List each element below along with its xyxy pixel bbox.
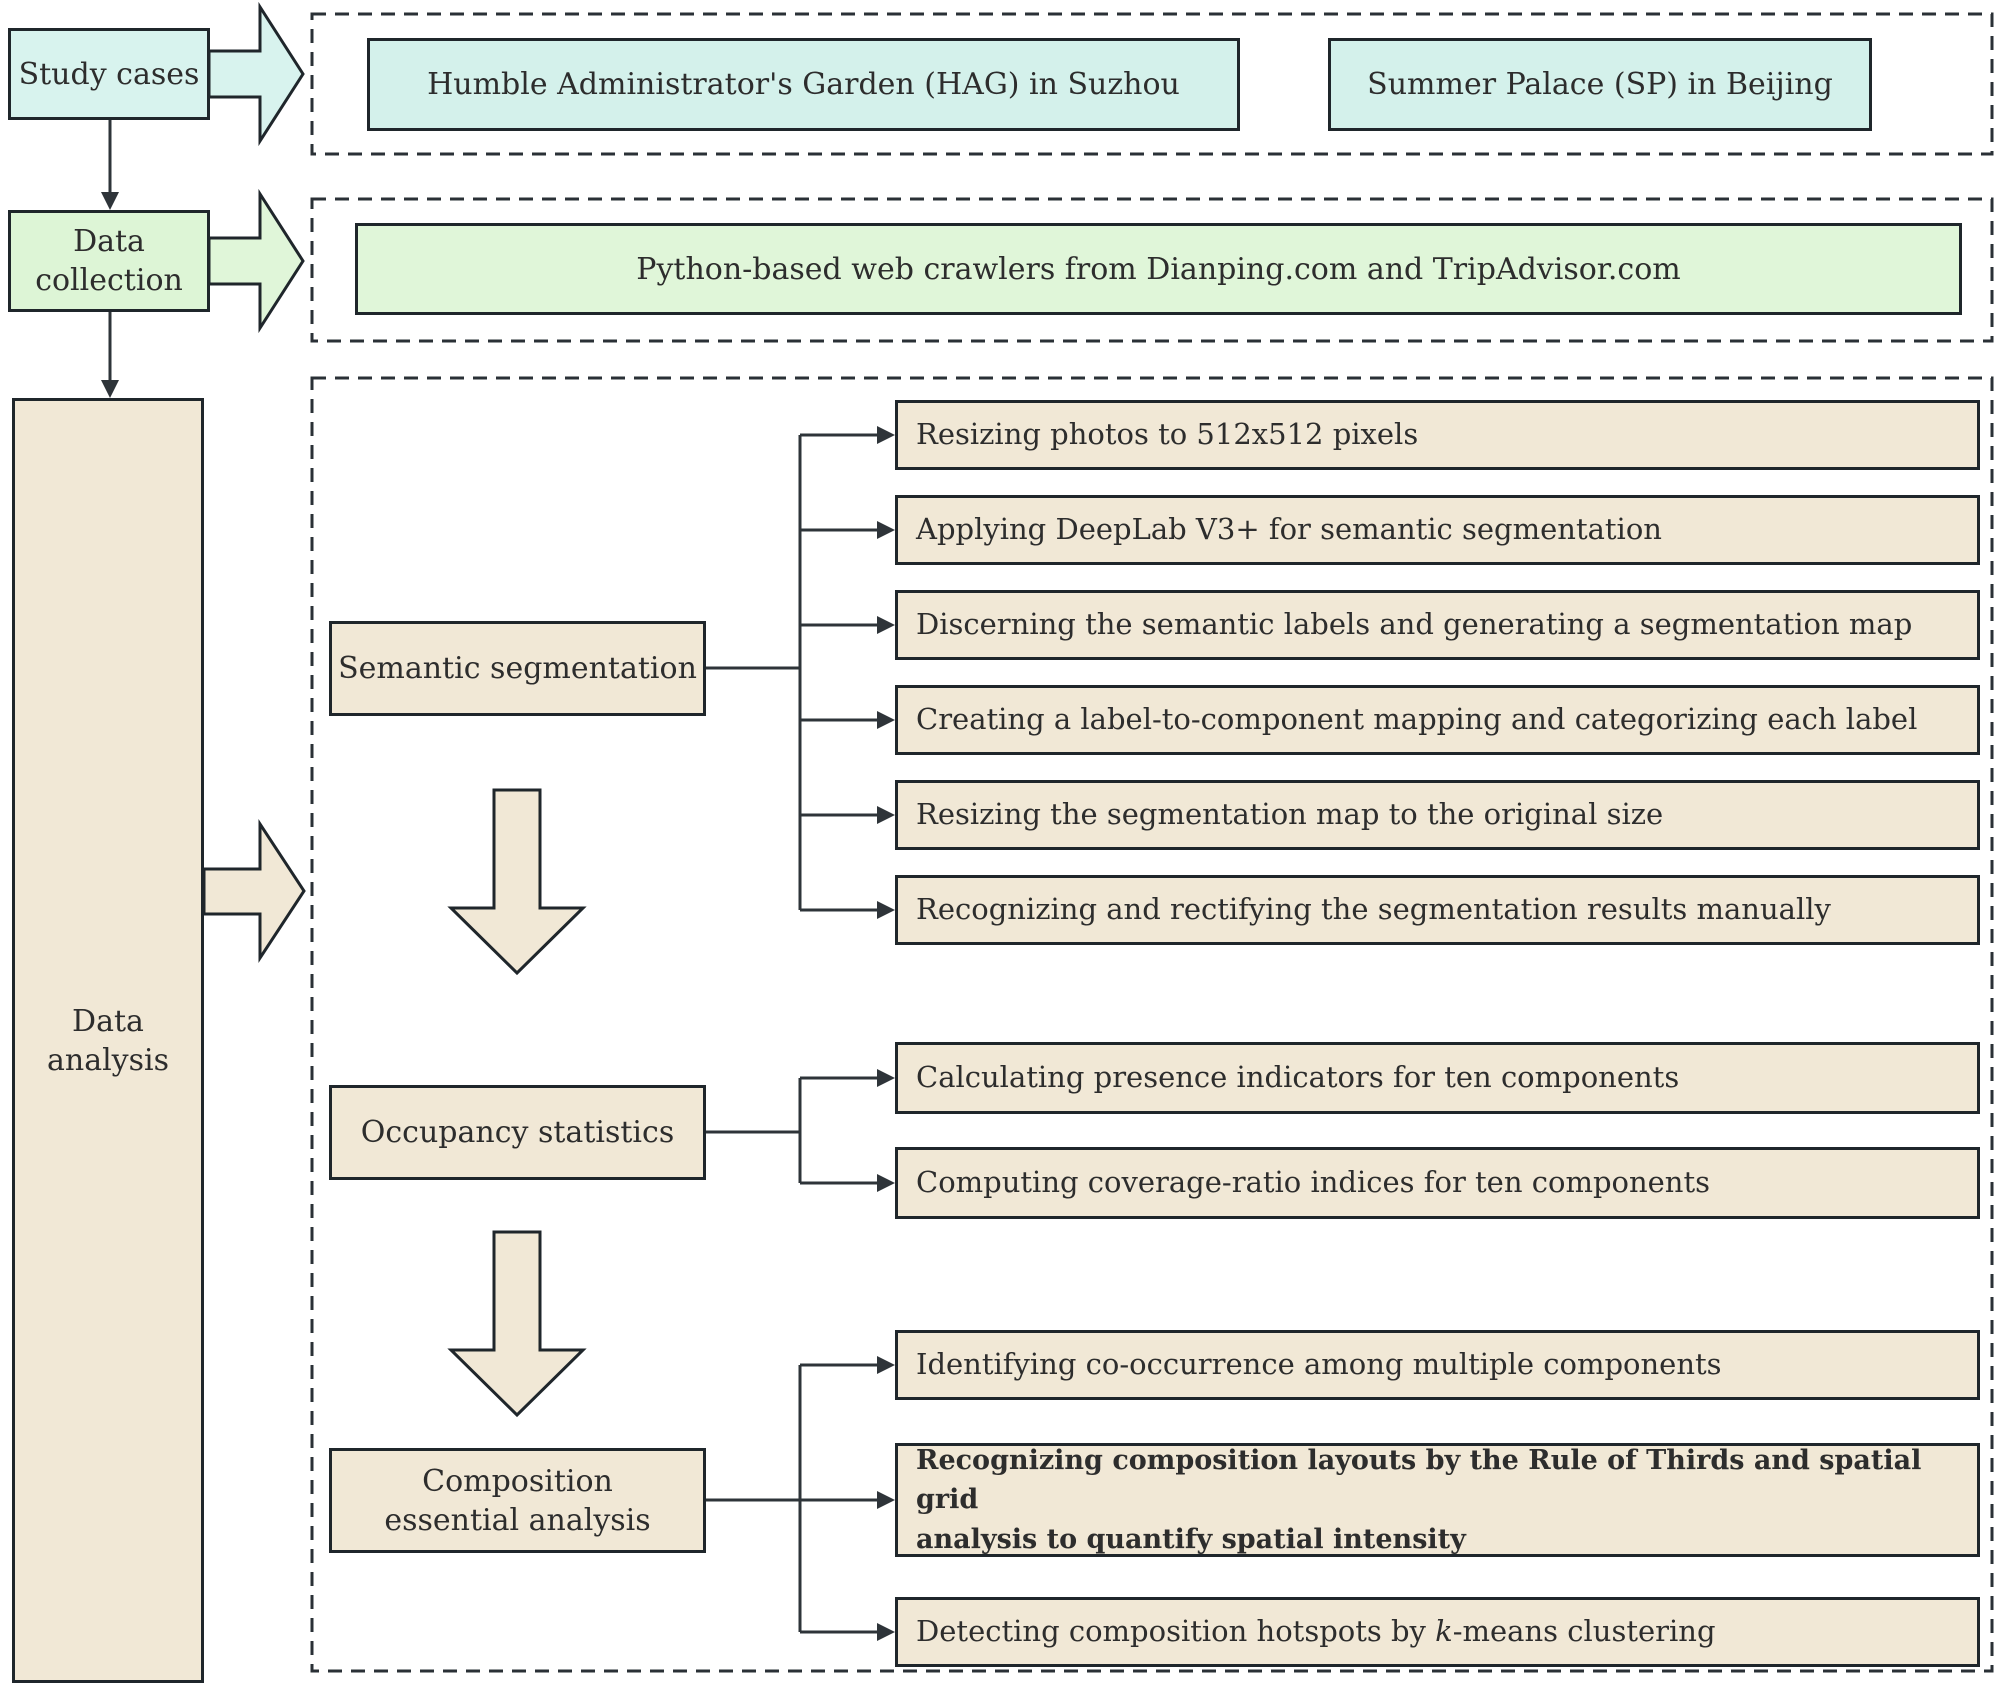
task-deeplab-box (895, 495, 1980, 565)
task-coverage-ratio-box (895, 1147, 1980, 1219)
data-collection-label: Data collection (35, 224, 183, 298)
task-deeplab-label: Applying DeepLab V3+ for semantic segmentation (916, 512, 1662, 547)
task-resize-map-label: Resizing the segmentation map to the original size (916, 797, 1664, 832)
task-rule-of-thirds-line1: Recognizing composition layouts by the Rule of Thirds and spatial grid (916, 1445, 1922, 1516)
arrowhead-right-icon (877, 1174, 895, 1192)
task-kmeans-prefix: Detecting composition hotspots by (916, 1614, 1436, 1649)
web-crawlers-label: Python-based web crawlers from Dianping.com and TripAdvisor.com (636, 251, 1681, 287)
task-kmeans-label (916, 1613, 1716, 1651)
composition-analysis-label-line1: Composition (422, 1463, 613, 1499)
web-crawlers-box (355, 223, 1962, 315)
task-coverage-ratio-label: Computing coverage-ratio indices for ten components (916, 1165, 1711, 1200)
case-sp-label: Summer Palace (SP) in Beijing (1367, 67, 1833, 102)
semantic-segmentation-label: Semantic segmentation (338, 651, 697, 686)
arrowhead-right-icon (877, 616, 895, 634)
case-hag-label: Humble Administrator's Garden (HAG) in Suzhou (427, 67, 1180, 102)
task-discern-labels-label: Discerning the semantic labels and generating a segmentation map (916, 607, 1913, 642)
task-rectify-results-label: Recognizing and rectifying the segmentation results manually (916, 892, 1831, 927)
block-arrow-right-icon (209, 194, 303, 328)
study-cases-box (8, 28, 210, 120)
block-arrow-right-icon (209, 7, 303, 141)
composition-analysis-label-line2: essential analysis (384, 1502, 651, 1538)
data-collection-box (8, 210, 210, 312)
occupancy-statistics-box (329, 1085, 706, 1180)
task-kmeans-k-italic: k (1435, 1614, 1453, 1649)
occupancy-statistics-label: Occupancy statistics (360, 1115, 675, 1150)
task-resize-map-box (895, 780, 1980, 850)
task-co-occurrence-box (895, 1330, 1980, 1400)
semantic-segmentation-box (329, 621, 706, 716)
study-cases-label: Study cases (18, 56, 200, 92)
task-label-mapping-box (895, 685, 1980, 755)
data-analysis-label: Data analysis (46, 1003, 170, 1078)
task-co-occurrence-label: Identifying co-occurrence among multiple components (916, 1347, 1722, 1382)
arrowhead-down-icon (101, 192, 119, 210)
arrowhead-right-icon (877, 1491, 895, 1509)
data-analysis-box (12, 398, 204, 1683)
arrowhead-right-icon (877, 711, 895, 729)
task-kmeans-box (895, 1597, 1980, 1667)
down-arrow-icon (451, 1232, 583, 1415)
task-rule-of-thirds-line2: analysis to quantify spatial intensity (916, 1523, 1466, 1555)
task-label-mapping-label: Creating a label-to-component mapping and categorizing each label (916, 702, 1918, 737)
task-resize-photos-label: Resizing photos to 512x512 pixels (916, 417, 1419, 452)
task-presence-indicators-box (895, 1042, 1980, 1114)
down-arrow-icon (451, 790, 583, 973)
arrowhead-right-icon (877, 806, 895, 824)
arrowhead-right-icon (877, 426, 895, 444)
task-rule-of-thirds-box (895, 1443, 1980, 1557)
arrowhead-right-icon (877, 1356, 895, 1374)
case-hag-box (367, 38, 1240, 131)
arrowhead-right-icon (877, 1623, 895, 1641)
case-sp-box (1328, 38, 1872, 131)
task-resize-photos-box (895, 400, 1980, 470)
composition-analysis-box (329, 1448, 706, 1553)
task-kmeans-suffix: -means clustering (1452, 1614, 1716, 1649)
arrowhead-down-icon (101, 380, 119, 398)
arrowhead-right-icon (877, 901, 895, 919)
arrowhead-right-icon (877, 521, 895, 539)
task-rectify-results-box (895, 875, 1980, 945)
task-presence-indicators-label: Calculating presence indicators for ten components (916, 1060, 1680, 1095)
block-arrow-right-icon (204, 824, 304, 958)
task-discern-labels-box (895, 590, 1980, 660)
arrowhead-right-icon (877, 1069, 895, 1087)
